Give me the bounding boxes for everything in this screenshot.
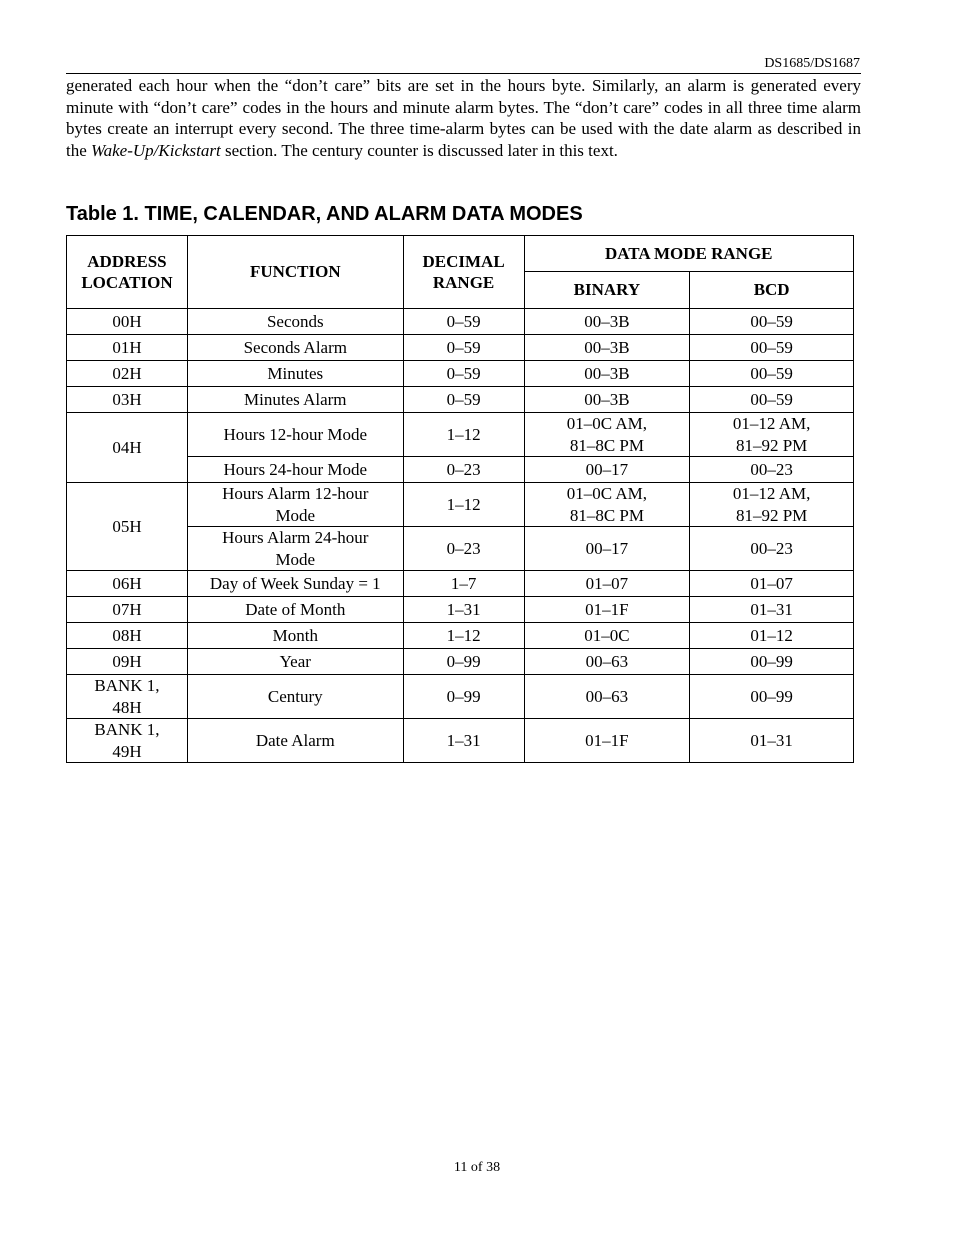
table-row	[67, 361, 854, 387]
cell-binary: 01–0C	[524, 623, 690, 649]
cell-binary: 00–3B	[524, 309, 690, 335]
header-data-mode-range: DATA MODE RANGE	[524, 236, 853, 272]
cell-address: 03H	[67, 387, 188, 413]
header-address-location: ADDRESS LOCATION	[67, 236, 188, 309]
cell-address: 09H	[67, 649, 188, 675]
cell-decimal-range: 1–12	[403, 413, 524, 457]
table-row	[67, 387, 854, 413]
table-row	[67, 719, 854, 763]
cell-function: Month	[187, 623, 403, 649]
cell-decimal-range: 0–59	[403, 309, 524, 335]
cell-binary: 01–0C AM, 81–8C PM	[524, 483, 690, 527]
cell-function: Year	[187, 649, 403, 675]
cell-decimal-range: 0–23	[403, 527, 524, 571]
cell-decimal-range: 1–12	[403, 623, 524, 649]
cell-function: Day of Week Sunday = 1	[187, 571, 403, 597]
cell-function: Hours 12-hour Mode	[187, 413, 403, 457]
cell-decimal-range: 0–99	[403, 675, 524, 719]
cell-function: Hours Alarm 12-hour Mode	[187, 483, 403, 527]
cell-address: 07H	[67, 597, 188, 623]
intro-text-end: section. The century counter is discussed later in this text.	[220, 140, 618, 160]
cell-bcd: 00–59	[690, 361, 854, 387]
cell-binary: 01–0C AM, 81–8C PM	[524, 413, 690, 457]
cell-address: 06H	[67, 571, 188, 597]
data-modes-table	[66, 235, 854, 763]
cell-bcd: 00–99	[690, 675, 854, 719]
cell-binary: 00–3B	[524, 361, 690, 387]
cell-bcd: 01–12 AM, 81–92 PM	[690, 413, 854, 457]
table-body	[67, 309, 854, 763]
cell-function: Hours Alarm 24-hour Mode	[187, 527, 403, 571]
intro-italic-reference: Wake-Up/Kickstart	[91, 140, 221, 160]
cell-binary: 01–1F	[524, 719, 690, 763]
cell-address: 00H	[67, 309, 188, 335]
table-head	[67, 236, 854, 309]
cell-function: Seconds Alarm	[187, 335, 403, 361]
cell-binary: 00–63	[524, 649, 690, 675]
cell-bcd: 00–99	[690, 649, 854, 675]
cell-bcd: 00–59	[690, 335, 854, 361]
cell-address: 01H	[67, 335, 188, 361]
header-bcd: BCD	[690, 272, 854, 309]
cell-binary: 01–07	[524, 571, 690, 597]
table-row	[67, 623, 854, 649]
intro-text: generated each hour when the “don’t care” bits are set in the hours byte. Similarly, an alarm is generated every minute with “don’t care” codes in the hours and minute alarm bytes. The “don’t care” codes in all three time alarm bytes create an interrupt every second. The three time-alarm bytes can be used with the date alarm as described in the	[66, 76, 861, 160]
cell-function: Minutes	[187, 361, 403, 387]
header-decimal-range: DECIMAL RANGE	[403, 236, 524, 309]
cell-address: BANK 1, 48H	[67, 675, 188, 719]
cell-function: Seconds	[187, 309, 403, 335]
cell-bcd: 00–23	[690, 527, 854, 571]
cell-bcd: 01–31	[690, 597, 854, 623]
cell-binary: 00–3B	[524, 387, 690, 413]
cell-address: BANK 1, 49H	[67, 719, 188, 763]
cell-bcd: 01–31	[690, 719, 854, 763]
cell-bcd: 00–59	[690, 309, 854, 335]
cell-decimal-range: 1–31	[403, 719, 524, 763]
cell-function: Date of Month	[187, 597, 403, 623]
table-row	[67, 649, 854, 675]
document-id: DS1685/DS1687	[764, 56, 860, 71]
header-function: FUNCTION	[187, 236, 403, 309]
cell-address: 08H	[67, 623, 188, 649]
cell-decimal-range: 1–7	[403, 571, 524, 597]
cell-bcd: 01–12	[690, 623, 854, 649]
cell-decimal-range: 0–59	[403, 361, 524, 387]
cell-function: Date Alarm	[187, 719, 403, 763]
table-row	[67, 675, 854, 719]
cell-decimal-range: 1–31	[403, 597, 524, 623]
cell-bcd: 00–23	[690, 457, 854, 483]
cell-decimal-range: 0–99	[403, 649, 524, 675]
table-row	[67, 597, 854, 623]
cell-function: Minutes Alarm	[187, 387, 403, 413]
page-number: 11 of 38	[453, 1160, 501, 1175]
cell-binary: 01–1F	[524, 597, 690, 623]
table-row	[67, 335, 854, 361]
cell-decimal-range: 0–23	[403, 457, 524, 483]
cell-address: 05H	[67, 483, 188, 571]
cell-function: Century	[187, 675, 403, 719]
cell-address: 04H	[67, 413, 188, 483]
cell-function: Hours 24-hour Mode	[187, 457, 403, 483]
table-row	[67, 483, 854, 527]
table-row	[67, 571, 854, 597]
cell-bcd: 01–12 AM, 81–92 PM	[690, 483, 854, 527]
table-row	[67, 309, 854, 335]
cell-binary: 00–3B	[524, 335, 690, 361]
cell-bcd: 00–59	[690, 387, 854, 413]
cell-binary: 00–63	[524, 675, 690, 719]
cell-binary: 00–17	[524, 457, 690, 483]
cell-decimal-range: 0–59	[403, 387, 524, 413]
cell-binary: 00–17	[524, 527, 690, 571]
cell-address: 02H	[67, 361, 188, 387]
intro-paragraph	[66, 75, 861, 161]
table-row	[67, 413, 854, 457]
cell-bcd: 01–07	[690, 571, 854, 597]
header-binary: BINARY	[524, 272, 690, 309]
cell-decimal-range: 0–59	[403, 335, 524, 361]
table-title: Table 1. TIME, CALENDAR, AND ALARM DATA MODES	[66, 203, 583, 225]
cell-decimal-range: 1–12	[403, 483, 524, 527]
header-rule	[66, 73, 861, 74]
